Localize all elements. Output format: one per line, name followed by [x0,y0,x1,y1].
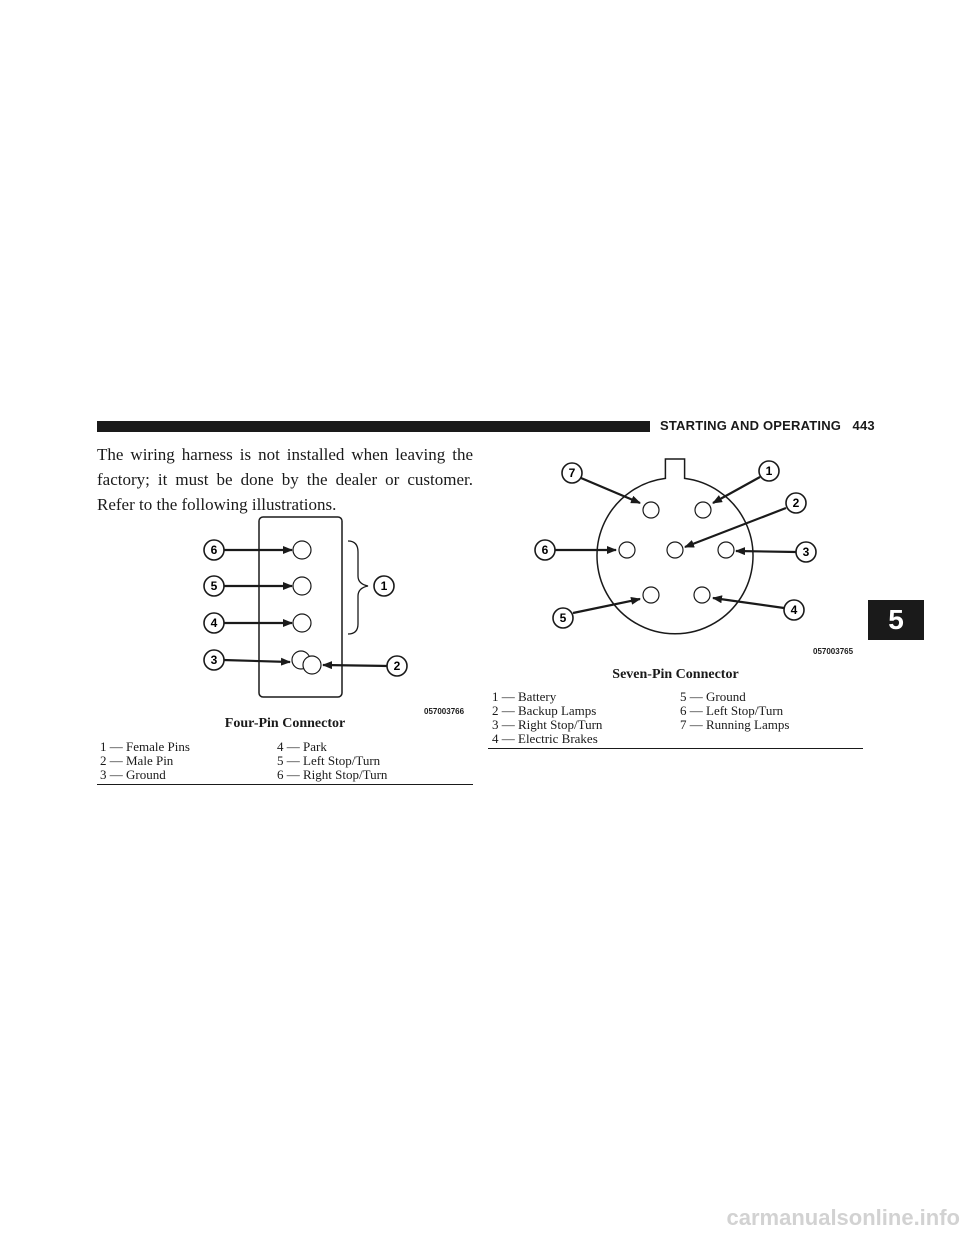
four-pin-legend-left [100,740,190,782]
svg-text:1: 1 [765,464,773,478]
svg-text:3: 3 [802,545,810,559]
svg-text:7: 7 [568,466,576,480]
bracket-1 [348,541,368,634]
callout-1 [374,576,394,596]
seven-pin-rule [488,748,863,749]
legend-item: 3 — Ground [100,767,166,782]
callout-2 [387,656,407,676]
legend-item: 1 — Female Pins [100,739,190,754]
seven-pin-legend-left [492,690,602,746]
seven-pin-figure-id: 057003765 [813,647,854,656]
svg-text:4: 4 [210,616,218,630]
seven-pin-diagram [520,455,830,635]
section-tab: 5 [868,600,924,640]
legend-item: 3 — Right Stop/Turn [492,717,603,732]
four-pin-diagram [190,512,430,702]
legend-item: 2 — Backup Lamps [492,703,597,718]
callout-6 [204,540,224,560]
callout-4 [204,613,224,633]
seven-pin-legend-right [680,690,789,732]
callout-5 [204,576,224,596]
legend-item: 5 — Left Stop/Turn [277,753,381,768]
legend-item: 6 — Right Stop/Turn [277,767,388,782]
running-header [660,418,875,433]
watermark: carmanualsonline.info [726,1205,960,1230]
pin-1 [695,502,711,518]
svg-text:6: 6 [210,543,218,557]
callout-5 [553,608,573,628]
pin-2 [303,656,321,674]
svg-text:4: 4 [790,603,798,617]
pin-4 [293,614,311,632]
seven-pin-caption: Seven-Pin Connector [612,667,739,682]
pin-4 [694,587,710,603]
svg-text:5: 5 [210,579,218,593]
header-bar [97,421,650,432]
callout-3 [204,650,224,670]
legend-item: 1 — Battery [492,689,557,704]
pin-6 [619,542,635,558]
svg-text:6: 6 [541,543,549,557]
body-paragraph: The wiring harness is not installed when leaving the factory; it must be done by the dealer or customer. Refer to the following illustrations. [97,445,473,514]
four-pin-rule [97,784,473,785]
section-title: STARTING AND OPERATING [660,418,842,433]
page-number: 443 [852,418,875,433]
legend-item: 2 — Male Pin [100,753,174,768]
pin-3 [718,542,734,558]
legend-item: 6 — Left Stop/Turn [680,703,784,718]
svg-text:2: 2 [393,659,401,673]
svg-text:5: 5 [559,611,567,625]
callout-2 [786,493,806,513]
callout-7 [562,463,582,483]
four-pin-legend-right [277,740,387,782]
legend-item: 5 — Ground [680,689,746,704]
svg-text:3: 3 [210,653,218,667]
pin-6 [293,541,311,559]
pin-5 [293,577,311,595]
pin-2 [667,542,683,558]
svg-text:1: 1 [380,579,388,593]
four-pin-figure-id: 057003766 [424,707,465,716]
callout-4 [784,600,804,620]
legend-item: 7 — Running Lamps [680,717,790,732]
callout-3 [796,542,816,562]
svg-text:2: 2 [792,496,800,510]
legend-item: 4 — Park [277,739,327,754]
four-pin-caption: Four-Pin Connector [224,716,346,731]
legend-item: 4 — Electric Brakes [492,731,598,746]
pin-7 [643,502,659,518]
pin-5 [643,587,659,603]
callout-6 [535,540,555,560]
callout-1 [759,461,779,481]
